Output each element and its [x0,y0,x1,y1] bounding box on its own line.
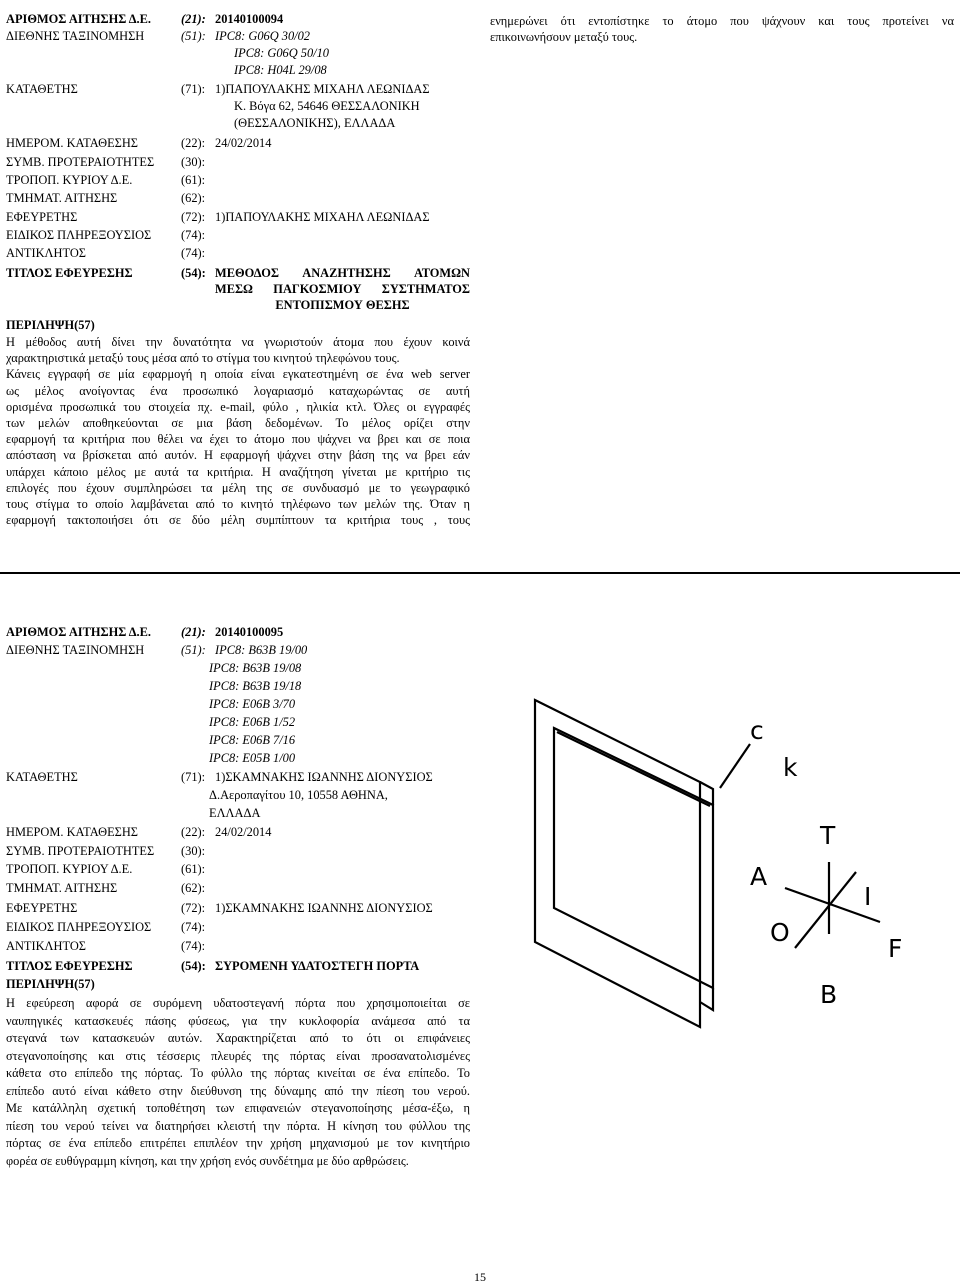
filing-date-label: ΗΜΕΡΟΜ. ΚΑΤΑΘΕΣΗΣ [6,825,139,839]
abstract-line: επικοινωνήσουν μεταξύ τους. [490,30,638,45]
invention-title-line: ΜΕΣΩ ΠΑΓΚΟΣΜΙΟΥ ΣΥΣΤΗΜΑΤΟΣ [215,282,470,297]
abstract-line: κάθετα στο επίπεδο της πόρτας. Το φύλλο της πόρτας κινείται σε ένα επίπεδο. Το [6,1066,470,1080]
abstract-line: τους στίγμα το οποίο λαμβάνεται από το κινητό τηλέφωνο των μελών της. Όταν η [6,497,470,512]
priority-code: (30): [181,155,206,169]
abstract-text [6,995,470,1170]
figure-label-i: I [864,882,872,911]
application-number-value: 20140100095 [215,625,284,639]
applicant-address: Δ.Αεροπαγίτου 10, 10558 ΑΘΗΝΑ, [209,788,388,802]
patent-entry-1 [6,11,470,551]
ipc-value: IPC8: G06Q 50/10 [234,46,329,60]
application-number-value: 20140100094 [215,12,284,26]
priority-label: ΣΥΜΒ. ΠΡΟΤΕΡΑΙΟΤΗΤΕΣ [6,155,155,169]
classification-code: (51): [181,643,206,657]
abstract-line: στεγανοποίησης και στις τέσσερις πλευρές της πόρτας είναι προσανατολισμένες [6,1048,470,1063]
agent-code: (74): [181,228,206,242]
amendment-code: (61): [181,173,206,187]
abstract-line: απόσταση να βρίσκεται από αυτόν. Η εφαρμογή ψάχνει στην βάση της να βρει εάν [6,448,470,463]
figure-label-b: B [820,980,838,1009]
ipc-value: IPC8: H04L 29/08 [234,63,327,77]
representative-code: (74): [181,246,206,260]
ipc-value: IPC8: B63B 19/18 [209,679,302,693]
invention-title-code: (54): [181,959,206,973]
abstract-line: πίεση του νερού τείνει να διατηρήσει κλειστή την πόρτα. Η κίνηση του φύλλου της [6,1118,470,1133]
abstract-line: επίπεδο αυτό είναι κάθετο στην διεύθυνση της δύναμης από την πίεση του νερού. [6,1083,470,1098]
page-number: 15 [474,1270,486,1284]
filing-date-value: 24/02/2014 [215,136,272,150]
applicant-address: Κ. Βόγα 62, 54646 ΘΕΣΣΑΛΟΝΙΚΗ [234,99,420,113]
application-number-code: (21): [181,625,206,639]
figure-label-c: c [750,716,764,745]
priority-label: ΣΥΜΒ. ΠΡΟΤΕΡΑΙΟΤΗΤΕΣ [6,844,155,858]
application-number-label: ΑΡΙΘΜΟΣ ΑΙΤΗΣΗΣ Δ.Ε. [6,625,151,639]
ipc-value: IPC8: E05B 1/00 [209,751,296,765]
invention-title-label: ΤΙΤΛΟΣ ΕΦΕΥΡΕΣΗΣ [6,266,133,280]
abstract-line: στεγανά των κατασκευών αυτών. Χαρακτηρίζεται από το ότι οι επιφάνειες [6,1031,470,1045]
application-number-label: ΑΡΙΘΜΟΣ ΑΙΤΗΣΗΣ Δ.Ε. [6,12,151,26]
inventor-value: 1)ΠΑΠΟΥΛΑΚΗΣ ΜΙΧΑΗΛ ΛΕΩΝΙΔΑΣ [215,210,430,224]
divisional-label: ΤΜΗΜΑΤ. ΑΙΤΗΣΗΣ [6,881,118,895]
abstract-continuation [490,13,954,45]
abstract-line: επιλογές που έχουν συμπληρώσει τα μέλη της σε συνδυασμό με το γεωγραφικό [6,480,470,495]
abstract-line: ως μέλος ανοίγοντας ένα προσωπικό λογαριασμό καταχωρώντας σε αυτή [6,383,470,398]
figure-label-a: A [750,862,768,891]
figure-label-k: k [783,753,798,782]
patent-entry-2 [6,624,470,1184]
inventor-value: 1)ΣΚΑΜΝΑΚΗΣ ΙΩΑΝΝΗΣ ΔΙΟΝΥΣΙΟΣ [215,901,433,915]
abstract-heading: ΠΕΡΙΛΗΨΗ(57) [6,977,95,991]
door-leaf-edge [557,732,710,806]
applicant-label: ΚΑΤΑΘΕΤΗΣ [6,82,78,96]
ipc-value: IPC8: G06Q 30/02 [215,29,310,43]
abstract-text [6,334,470,528]
classification-label: ΔΙΕΘΝΗΣ ΤΑΞΙΝΟΜΗΣΗ [6,643,145,657]
filing-date-code: (22): [181,825,206,839]
agent-code: (74): [181,920,206,934]
abstract-line: πόρτας σε ένα επίπεδο επιτρέπει επιπλέον την χρήση μηχανισμού με τον κινητήριο [6,1136,470,1150]
abstract-line: ναυπηγικές κατασκευές πάσης φύσεως, για την κυκλοφορία ανάμεσα από τα [6,1013,470,1028]
abstract-line: ορισμένα προσωπικά του στοιχεία πχ. e-mail, φύλο , ηλικία κτλ. Όλες οι εγγραφές [6,399,470,414]
representative-label: ΑΝΤΙΚΛΗΤΟΣ [6,246,86,260]
inventor-code: (72): [181,210,206,224]
ipc-value: IPC8: B63B 19/08 [209,661,302,675]
amendment-label: ΤΡΟΠΟΠ. ΚΥΡΙΟΥ Δ.Ε. [6,862,133,876]
abstract-line: Κάνεις εγγραφή σε μία εφαρμογή η οποία είναι εγκατεστημένη σε ένα web server [6,367,470,382]
invention-title-label: ΤΙΤΛΟΣ ΕΦΕΥΡΕΣΗΣ [6,959,133,973]
abstract-line: Η μέθοδος αυτή δίνει την δυνατότητα να γνωριστούν άτομα που έχουν κοινά [6,335,470,349]
applicant-code: (71): [181,770,206,784]
applicant-name: 1)ΠΑΠΟΥΛΑΚΗΣ ΜΙΧΑΗΛ ΛΕΩΝΙΔΑΣ [215,82,430,96]
applicant-address: ΕΛΛΑΔΑ [209,806,261,820]
door-gap-edge [700,988,713,1010]
abstract-line: εφαρμογή τα κριτήρια που θέλει να έχει το άτομο που ψάχνει να βρει και σε ποια [6,432,470,447]
abstract-line: υπάρχει κάποιο μέλος με αυτά τα κριτήρια. Η αναζήτηση γίνεται με κριτήριο τις [6,464,470,479]
abstract-line: χαρακτηριστικά μεταξύ τους μέσα από το στίγμα του κινητού τηλεφώνου τους. [6,351,400,366]
figure-label-t: T [820,821,836,850]
section-divider [0,572,960,574]
door-leaf-outline [554,728,713,988]
applicant-address: (ΘΕΣΣΑΛΟΝΙΚΗΣ), ΕΛΛΑΔΑ [234,116,396,130]
applicant-code: (71): [181,82,206,96]
representative-code: (74): [181,939,206,953]
abstract-line: εφαρμογή τακτοποιήσει ότι σε δύο μέλη συμπίπτουν τα κριτήρια τους , τους [6,513,470,528]
c-leader-line [720,744,750,788]
figure-label-o: O [770,918,790,947]
ipc-value: IPC8: E06B 1/52 [209,715,296,729]
filing-date-label: ΗΜΕΡΟΜ. ΚΑΤΑΘΕΣΗΣ [6,136,139,150]
classification-code: (51): [181,29,206,43]
abstract-line: φορέα σε ευθύγραμμη κίνηση, και την χρήση ενός συνδέτημα με δύο αρθρώσεις. [6,1153,409,1168]
abstract-line: ενημερώνει ότι εντοπίστηκε το άτομο που ψάχνουν και τους προτείνει να [490,14,954,28]
door-frame-outline [535,700,700,1027]
application-number-code: (21): [181,12,206,26]
invention-title-line: ΜΕΘΟΔΟΣ ΑΝΑΖΗΤΗΣΗΣ ΑΤΟΜΩΝ [215,266,470,280]
door-drawing-figure [520,672,940,1032]
applicant-label: ΚΑΤΑΘΕΤΗΣ [6,770,78,784]
divisional-code: (62): [181,191,206,205]
inventor-code: (72): [181,901,206,915]
applicant-name: 1)ΣΚΑΜΝΑΚΗΣ ΙΩΑΝΝΗΣ ΔΙΟΝΥΣΙΟΣ [215,770,433,784]
invention-title: ΣΥΡΟΜΕΝΗ ΥΔΑΤΟΣΤΕΓΗ ΠΟΡΤΑ [215,959,420,973]
abstract-line: Η εφεύρεση αφορά σε συρόμενη υδατοστεγανή πόρτα που χρησιμοποιείται σε [6,996,470,1010]
ipc-value: IPC8: E06B 7/16 [209,733,296,747]
invention-title-code: (54): [181,266,206,280]
inventor-label: ΕΦΕΥΡΕΤΗΣ [6,210,78,224]
abstract-line: των μελών αποθηκεύονται σε μια βάση δεδομένων. Το μέλος ορίζει στην [6,416,470,431]
ipc-value: IPC8: E06B 3/70 [209,697,296,711]
classification-label: ΔΙΕΘΝΗΣ ΤΑΞΙΝΟΜΗΣΗ [6,29,145,43]
filing-date-value: 24/02/2014 [215,825,272,839]
agent-label: ΕΙΔΙΚΟΣ ΠΛΗΡΕΞΟΥΣΙΟΣ [6,228,152,242]
agent-label: ΕΙΔΙΚΟΣ ΠΛΗΡΕΞΟΥΣΙΟΣ [6,920,152,934]
representative-label: ΑΝΤΙΚΛΗΤΟΣ [6,939,86,953]
amendment-code: (61): [181,862,206,876]
amendment-label: ΤΡΟΠΟΠ. ΚΥΡΙΟΥ Δ.Ε. [6,173,133,187]
abstract-line: Με κατάλληλη σχετική τοποθέτηση των επιφανειών στεγανοποίησης μέσα-έξω, η [6,1101,470,1115]
invention-title-line: ΕΝΤΟΠΙΣΜΟΥ ΘΕΣΗΣ [275,298,410,313]
divisional-label: ΤΜΗΜΑΤ. ΑΙΤΗΣΗΣ [6,191,118,205]
filing-date-code: (22): [181,136,206,150]
abstract-heading: ΠΕΡΙΛΗΨΗ(57) [6,318,95,332]
inventor-label: ΕΦΕΥΡΕΤΗΣ [6,901,78,915]
divisional-code: (62): [181,881,206,895]
invention-title [215,265,470,314]
priority-code: (30): [181,844,206,858]
figure-label-f: F [888,934,903,963]
ipc-value: IPC8: B63B 19/00 [215,643,308,657]
